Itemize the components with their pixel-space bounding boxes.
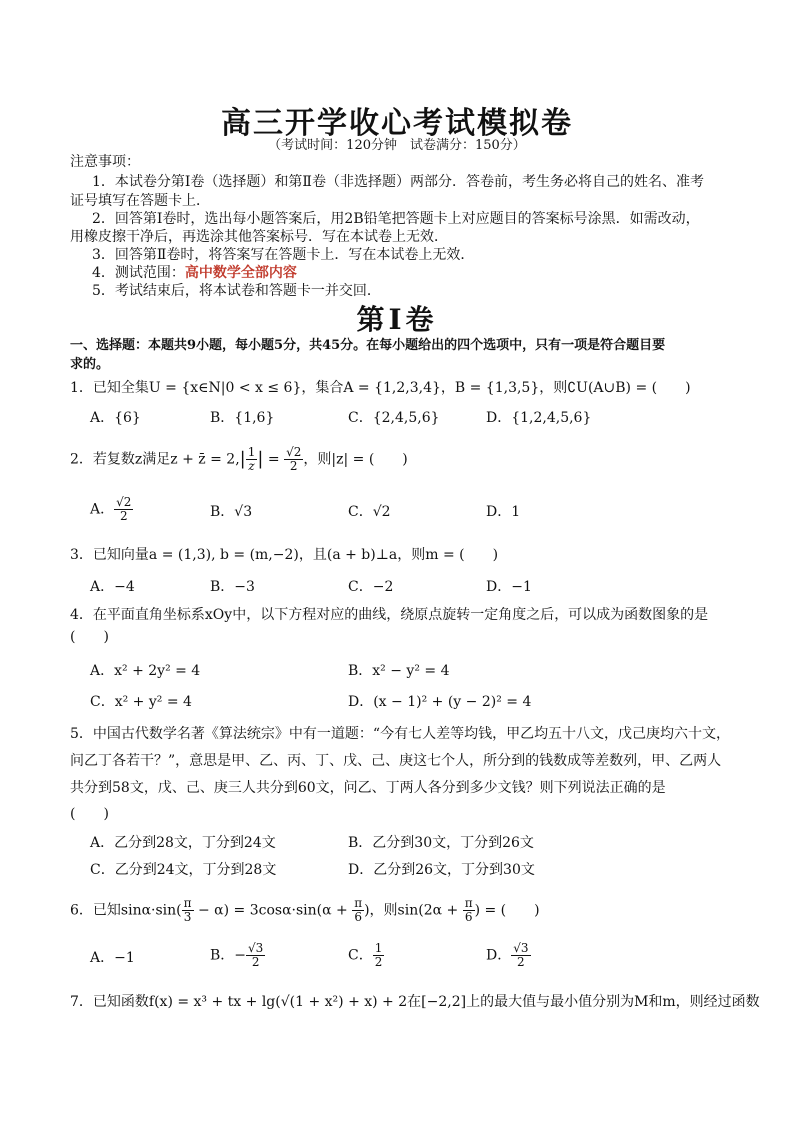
question-2-stem-part1: 2．若复数z满足z + z̄ = 2, — [70, 451, 240, 468]
question-5-option-b: B．乙分到30文，丁分到26文 — [348, 835, 534, 851]
question-2-stem: 2．若复数z满足z + z̄ = 2,| $\frac{1}{z}$ | = $\frac{√2}{2}$ ，则|z| = ( ) — [70, 445, 408, 473]
notice-item-4-prefix: 4．测试范围： — [92, 265, 185, 281]
question-6-option-a: A．−1 — [90, 950, 135, 966]
question-3-option-c: C．−2 — [348, 579, 394, 595]
section-instruction-cont: 求的。 — [70, 357, 110, 372]
question-5-option-d: D．乙分到26文，丁分到30文 — [348, 862, 535, 878]
pi-over-3-fraction: $\frac{\pi}{3}$ — [183, 896, 192, 924]
question-3-stem: 3．已知向量a = (1,3), b = (m,−2)，且(a + b)⊥a，则m = ( ) — [70, 547, 499, 563]
question-5-stem-line2: 问乙丁各若干？”，意思是甲、乙、丙、丁、戊、己、庚这七个人，所分到的钱数成等差数列，甲、乙两人 — [70, 753, 722, 769]
notice-item-1: 1．本试卷分第Ⅰ卷（选择题）和第Ⅱ卷（非选择题）两部分．答卷前，考生务必将自己的姓名、准考 — [92, 174, 704, 190]
question-3-option-b: B．−3 — [210, 579, 255, 595]
sqrt3-over-2-fraction: $\frac{√3}{2}$ — [248, 941, 264, 969]
question-5-stem-line1: 5．中国古代数学名著《算法统宗》中有一道题：“今有七人差等均钱，甲乙均五十八文，戊己庚均六十文， — [70, 726, 731, 742]
page-title: 高三开学收心考试模拟卷 — [221, 106, 573, 141]
sqrt2-over-2-fraction: $\frac{√2}{2}$ — [286, 445, 302, 473]
question-1-stem: 1．已知全集U = {x∈N|0 < x ≤ 6}，集合A = {1,2,3,4}，B = {1,3,5}，则∁U(A∪B) = ( ) — [70, 380, 691, 396]
question-1-option-a: A．{6} — [90, 410, 141, 426]
question-1-option-b: B．{1,6} — [210, 410, 275, 426]
question-4-option-d: D．(x − 1)² + (y − 2)² = 4 — [348, 694, 532, 710]
question-2-option-d: D．1 — [486, 504, 521, 520]
question-1-option-d: D．{1,2,4,5,6} — [486, 410, 592, 426]
question-5-option-c: C．乙分到24文，丁分到28文 — [90, 862, 277, 878]
question-2-option-c: C．√2 — [348, 504, 391, 520]
pi-over-6-fraction: $\frac{\pi}{6}$ — [464, 896, 473, 924]
notice-item-5: 5．考试结束后，将本试卷和答题卡一并交回． — [92, 283, 381, 299]
section-title: 第Ⅰ卷 — [356, 303, 438, 336]
question-6-option-c: C． $\frac{1}{2}$ — [348, 941, 383, 969]
question-4-option-b: B．x² − y² = 4 — [348, 663, 450, 679]
question-6-stem: 6．已知sinα·sin( $\frac{\pi}{3}$ − α) = 3cosα·sin(α + $\frac{\pi}{6}$ )，则sin(2α + $\frac{\pi}{6}$ ) = ( ) — [70, 896, 540, 924]
sqrt3-over-2-fraction: $\frac{√3}{2}$ — [513, 941, 529, 969]
question-7-stem: 7．已知函数f(x) = x³ + tx + lg(√(1 + x²) + x) + 2在[−2,2]上的最大值与最小值分别为M和m，则经过函数 — [70, 994, 760, 1010]
question-2-option-a: A． $\frac{√2}{2}$ — [90, 495, 132, 523]
question-6-option-d: D． $\frac{√3}{2}$ — [486, 941, 529, 969]
question-5-stem-line4: ( ) — [70, 806, 109, 822]
one-half-fraction: $\frac{1}{2}$ — [374, 941, 383, 969]
notice-item-3: 3．回答第Ⅱ卷时，将答案写在答题卡上．写在本试卷上无效． — [92, 247, 475, 263]
question-5-option-a: A．乙分到28文，丁分到24文 — [90, 835, 276, 851]
question-4-option-a: A．x² + 2y² = 4 — [90, 663, 201, 679]
question-3-option-d: D．−1 — [486, 579, 532, 595]
notice-item-1-cont: 证号填写在答题卡上． — [70, 193, 210, 209]
section-instruction: 一、选择题：本题共9小题，每小题5分，共45分。在每小题给出的四个选项中，只有一项是符合题目要 — [70, 338, 666, 353]
question-4-stem-cont: ( ) — [70, 629, 109, 645]
question-2-option-b: B．√3 — [210, 504, 253, 520]
question-4-option-c: C．x² + y² = 4 — [90, 694, 192, 710]
question-2-stem-part2: ，则|z| = ( ) — [303, 451, 408, 468]
notice-item-2-cont: 用橡皮擦干净后，再选涂其他答案标号．写在本试卷上无效． — [70, 229, 448, 245]
notice-item-4 — [92, 263, 297, 283]
one-over-z-fraction: $\frac{1}{z}$ — [247, 445, 256, 473]
test-scope: 高中数学全部内容 — [184, 265, 297, 281]
notice-heading: 注意事项： — [70, 154, 140, 170]
question-3-option-a: A．−4 — [90, 579, 135, 595]
pi-over-6-fraction: $\frac{\pi}{6}$ — [354, 896, 363, 924]
exam-info: （考试时间：120分钟 试卷满分：150分） — [268, 138, 526, 153]
question-6-option-b: B．− $\frac{√3}{2}$ — [210, 941, 264, 969]
sqrt2-over-2-fraction: $\frac{√2}{2}$ — [116, 495, 132, 523]
question-1-option-c: C．{2,4,5,6} — [348, 410, 440, 426]
notice-item-2: 2．回答第Ⅰ卷时，选出每小题答案后，用2B铅笔把答题卡上对应题目的答案标号涂黑．如需改动， — [92, 211, 700, 227]
question-5-stem-line3: 共分到58文，戊、己、庚三人共分到60文，问乙、丁两人各分到多少文钱？则下列说法正确的是 — [70, 780, 666, 796]
question-4-stem: 4．在平面直角坐标系xOy中，以下方程对应的曲线，绕原点旋转一定角度之后，可以成为函数图象的是 — [70, 607, 709, 623]
